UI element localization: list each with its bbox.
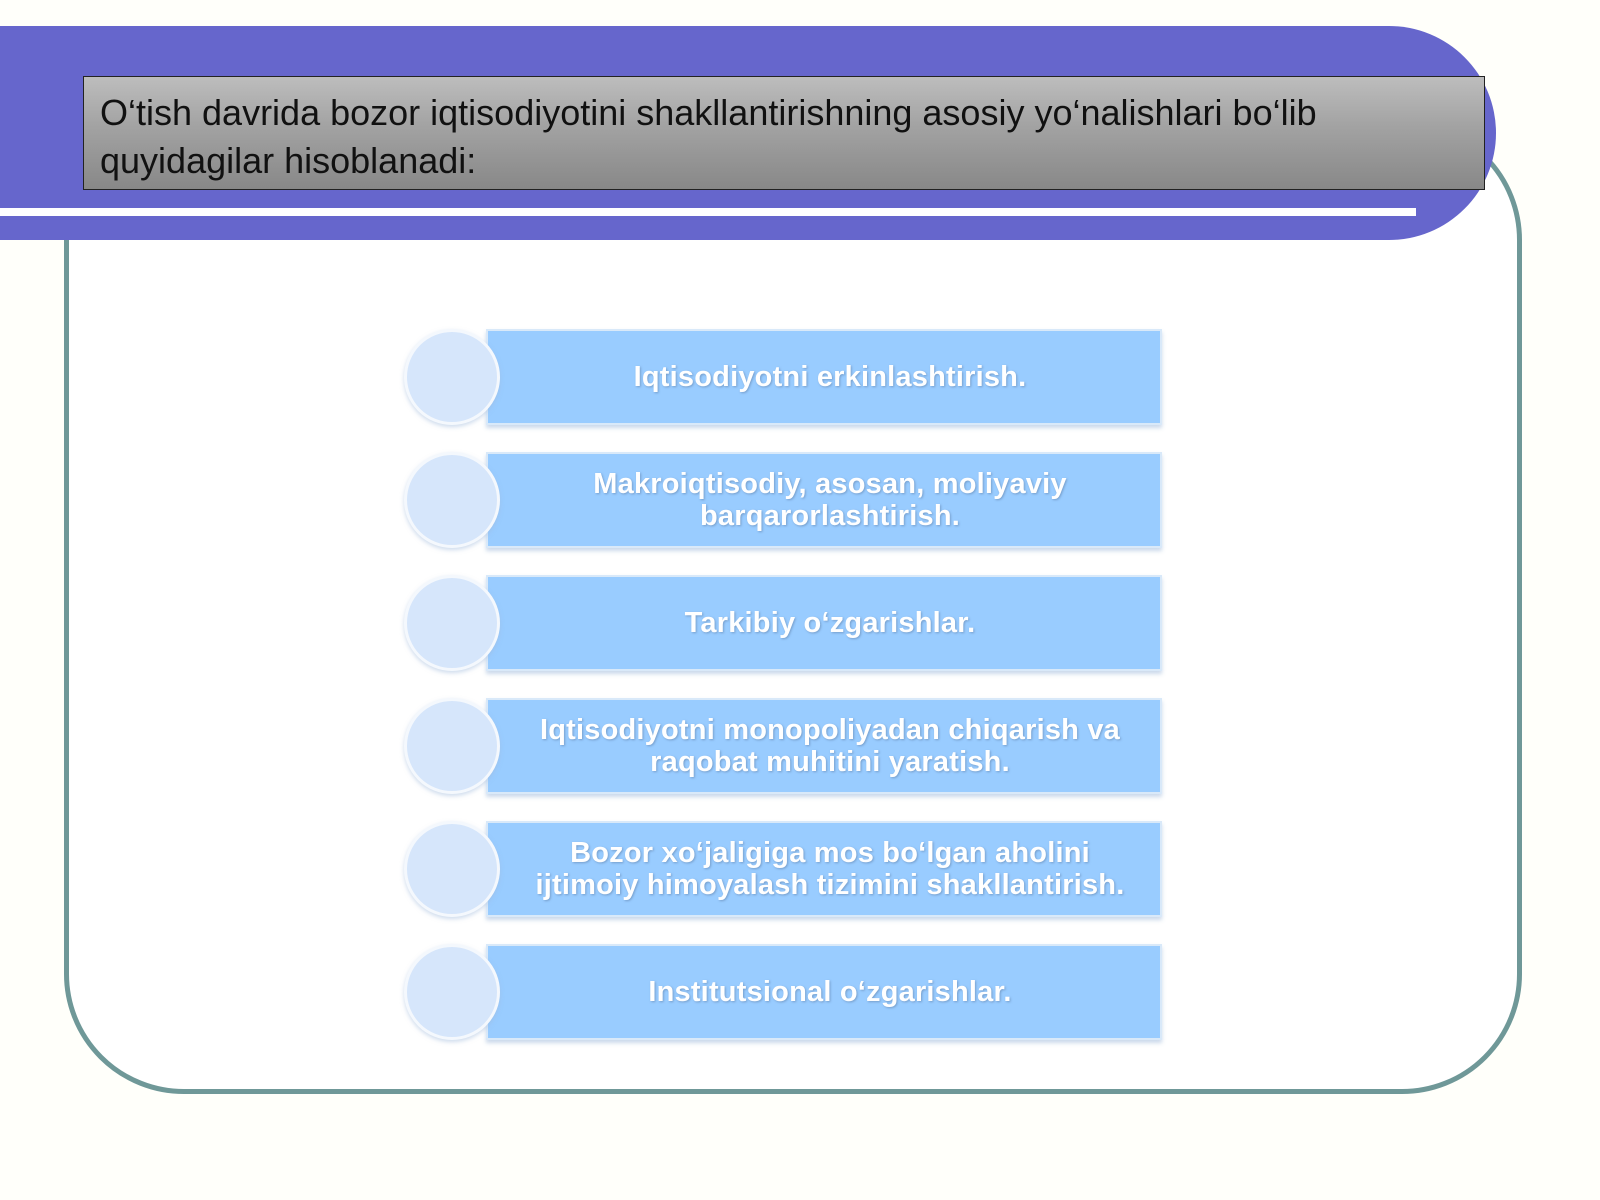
- list-item: [404, 821, 1164, 917]
- list-item-bar: [486, 698, 1162, 794]
- list-item-bar: [486, 452, 1162, 548]
- slide-title-line-2: quyidagilar hisoblanadi:: [100, 140, 477, 181]
- list-item: [404, 329, 1164, 425]
- bullet-circle-icon: [404, 821, 500, 917]
- list-item: [404, 452, 1164, 548]
- bullet-circle-icon: [404, 452, 500, 548]
- list-item-label: Iqtisodiyotni monopoliyadan chiqarish va raqobat muhitini yaratish.: [539, 714, 1120, 778]
- slide-title: [83, 76, 1485, 190]
- bullet-circle-icon: [404, 698, 500, 794]
- list-item-label: Iqtisodiyotni erkinlashtirish.: [633, 361, 1027, 393]
- bullet-circle-icon: [404, 944, 500, 1040]
- list-item: [404, 698, 1164, 794]
- list-item-label: Tarkibiy o‘zgarishlar.: [684, 607, 976, 639]
- list-item-bar: [486, 575, 1162, 671]
- list-item-label: Institutsional o‘zgarishlar.: [648, 976, 1012, 1008]
- header-divider: [0, 208, 1416, 216]
- bullet-circle-icon: [404, 329, 500, 425]
- bullet-circle-icon: [404, 575, 500, 671]
- list-item-bar: [486, 944, 1162, 1040]
- list-item-label: Makroiqtisodiy, asosan, moliyaviy barqarorlashtirish.: [593, 468, 1067, 532]
- list-item-label: Bozor xo‘jaligiga mos bo‘lgan aholini ijtimoiy himoyalash tizimini shakllantirish.: [535, 837, 1125, 901]
- slide-title-line-1: O‘tish davrida bozor iqtisodiyotini shakllantirishning asosiy yo‘nalishlari bo‘lib: [100, 92, 1317, 133]
- list-item: [404, 944, 1164, 1040]
- list-item-bar: [486, 329, 1162, 425]
- list-item: [404, 575, 1164, 671]
- list-item-bar: [486, 821, 1162, 917]
